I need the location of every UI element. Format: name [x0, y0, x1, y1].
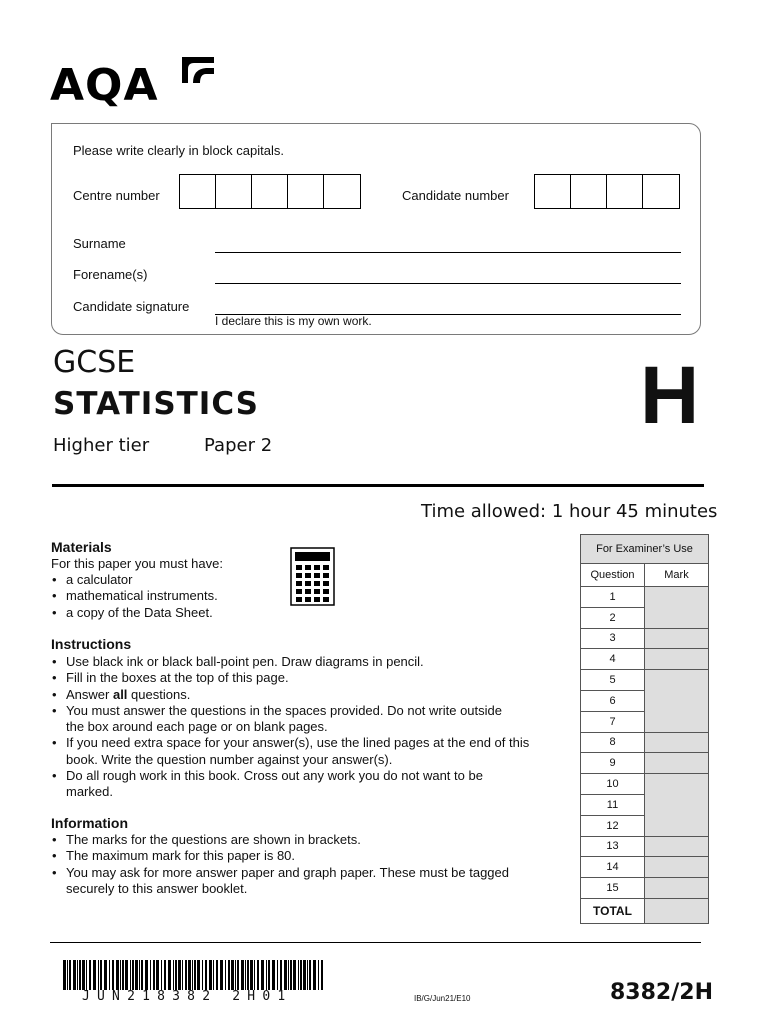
barcode-bar: [228, 960, 230, 990]
qualification-title: GCSE: [53, 345, 136, 380]
answer-all-pre: Answer: [66, 686, 113, 702]
forenames-field[interactable]: [215, 283, 681, 284]
barcode-bar: [313, 960, 316, 990]
barcode-bar: [235, 960, 236, 990]
barcode-bar: [161, 960, 162, 990]
barcode-bar: [98, 960, 99, 990]
materials-heading: Materials: [51, 539, 112, 555]
instructions-heading: Instructions: [51, 636, 132, 652]
mark-cell: [645, 670, 709, 732]
barcode-bar: [202, 960, 203, 990]
information-heading: Information: [51, 815, 128, 831]
question-number: 12: [581, 815, 645, 836]
barcode-bar: [318, 960, 319, 990]
barcode-bar: [182, 960, 183, 990]
logo-mark-icon: [180, 55, 216, 85]
barcode-bar: [213, 960, 214, 990]
barcode-bar: [125, 960, 128, 990]
centre-number-cell[interactable]: [252, 175, 288, 208]
centre-number-cell[interactable]: [288, 175, 324, 208]
barcode-bar: [164, 960, 166, 990]
aqa-logo: [50, 55, 220, 115]
information-list: [52, 832, 522, 897]
candidate-number-label: Candidate number: [402, 188, 509, 203]
mark-column-header: Mark: [645, 564, 709, 587]
barcode-bar: [220, 960, 223, 990]
question-number: 14: [581, 857, 645, 878]
barcode-bar: [63, 960, 66, 990]
question-number: 4: [581, 649, 645, 670]
tier-letter: H: [640, 350, 700, 441]
question-number: 11: [581, 794, 645, 815]
barcode-bar: [309, 960, 311, 990]
centre-number-cell[interactable]: [324, 175, 360, 208]
list-item: • The maximum mark for this paper is 80.: [52, 848, 522, 864]
barcode-bar: [93, 960, 96, 990]
candidate-details-box: [51, 123, 701, 335]
barcode-bar: [293, 960, 296, 990]
mark-cell: [645, 649, 709, 670]
barcode-bar: [122, 960, 124, 990]
barcode-bar: [307, 960, 308, 990]
mark-cell: [645, 732, 709, 753]
barcode-bar: [277, 960, 278, 990]
barcode-bar: [135, 960, 138, 990]
question-number: 10: [581, 774, 645, 795]
barcode-bar: [303, 960, 306, 990]
barcode-text: JUN218382 2H01: [82, 989, 293, 1004]
barcode-bar: [141, 960, 143, 990]
candidate-number-boxes[interactable]: [534, 174, 680, 209]
paper-code: 8382/2H: [610, 980, 713, 1005]
instructions-list: [52, 654, 562, 801]
barcode-bar: [194, 960, 196, 990]
barcode-bar: [175, 960, 177, 990]
block-capitals-instruction: Please write clearly in block capitals.: [73, 143, 284, 158]
barcode-bar: [266, 960, 267, 990]
barcode-bar: [130, 960, 131, 990]
barcode-bar: [216, 960, 218, 990]
examiner-use-table: [580, 534, 709, 924]
barcode-bar: [150, 960, 151, 990]
centre-number-cell[interactable]: [180, 175, 216, 208]
tier-label: Higher tier: [53, 435, 150, 456]
barcode-bar: [100, 960, 102, 990]
barcode-bar: [69, 960, 71, 990]
question-number: 2: [581, 607, 645, 628]
barcode-bar: [82, 960, 85, 990]
barcode-bar: [77, 960, 78, 990]
list-item: • You must answer the questions in the spaces provided. Do not write outside the box around each page or on blank pages.: [52, 703, 506, 736]
total-label: TOTAL: [581, 898, 645, 923]
barcode-bar: [178, 960, 181, 990]
barcode-bar: [132, 960, 134, 990]
barcode-bar: [116, 960, 119, 990]
list-item: • Fill in the boxes at the top of this page.: [52, 670, 562, 686]
barcode-bar: [86, 960, 87, 990]
paper-reference: IB/G/Jun21/E10: [414, 994, 471, 1003]
barcode-bar: [247, 960, 249, 990]
centre-number-label: Centre number: [73, 188, 160, 203]
question-number: 9: [581, 753, 645, 774]
signature-label: Candidate signature: [73, 299, 190, 314]
barcode-bar: [237, 960, 239, 990]
barcode-bar: [300, 960, 302, 990]
title-divider: [52, 484, 704, 487]
examiner-table-header: For Examiner’s Use: [581, 535, 709, 564]
paper-label: Paper 2: [204, 435, 273, 456]
list-item: • Use black ink or black ball-point pen. Draw diagrams in pencil.: [52, 654, 562, 670]
barcode-bar: [168, 960, 171, 990]
barcode-bar: [79, 960, 81, 990]
logo-text: AQA: [50, 60, 159, 111]
barcode-bar: [231, 960, 234, 990]
barcode-bar: [173, 960, 174, 990]
answer-all-bold: all: [112, 686, 128, 702]
barcode-bar: [257, 960, 259, 990]
barcode-bar: [250, 960, 253, 990]
mark-cell: [645, 587, 709, 629]
centre-number-cell[interactable]: [216, 175, 252, 208]
barcode-bar: [156, 960, 159, 990]
candidate-number-cell[interactable]: [535, 175, 571, 208]
surname-label: Surname: [73, 236, 126, 251]
candidate-number-cell[interactable]: [607, 175, 643, 208]
question-number: 3: [581, 628, 645, 649]
question-number: 8: [581, 732, 645, 753]
question-column-header: Question: [581, 564, 645, 587]
mark-cell: [645, 857, 709, 878]
mark-cell: [645, 878, 709, 899]
question-number: 6: [581, 690, 645, 711]
barcode-bar: [280, 960, 282, 990]
time-allowed: Time allowed: 1 hour 45 minutes: [421, 501, 718, 522]
barcode-bar: [205, 960, 207, 990]
barcode-bar: [67, 960, 68, 990]
list-item: • If you need extra space for your answer(s), use the lined pages at the end of this book. Write the question number against your answer(s).: [52, 735, 556, 768]
barcode-bar: [139, 960, 140, 990]
question-number: 5: [581, 670, 645, 691]
barcode-bar: [321, 960, 323, 990]
barcode-bar: [284, 960, 287, 990]
barcode: [63, 960, 325, 990]
mark-cell: [645, 753, 709, 774]
materials-list: [52, 572, 282, 621]
barcode-bar: [188, 960, 191, 990]
barcode-bar: [241, 960, 244, 990]
candidate-number-cell[interactable]: [571, 175, 607, 208]
declaration-text: I declare this is my own work.: [215, 314, 372, 328]
barcode-bar: [192, 960, 193, 990]
footer-divider: [50, 942, 701, 943]
answer-all-post: questions.: [127, 686, 191, 702]
total-mark-cell: [645, 898, 709, 923]
mark-cell: [645, 628, 709, 649]
question-number: 1: [581, 587, 645, 608]
barcode-bar: [298, 960, 299, 990]
list-item: • Do all rough work in this book. Cross out any work you do not want to be marked.: [52, 768, 496, 801]
barcode-bar: [112, 960, 114, 990]
list-item: • The marks for the questions are shown in brackets.: [52, 832, 522, 848]
barcode-bar: [89, 960, 91, 990]
list-item: • You may ask for more answer paper and graph paper. These must be tagged securely to this answer booklet.: [52, 865, 526, 898]
materials-intro: For this paper you must have:: [51, 556, 223, 571]
question-number: 13: [581, 836, 645, 857]
barcode-bar: [197, 960, 200, 990]
barcode-bar: [254, 960, 255, 990]
barcode-bar: [290, 960, 292, 990]
barcode-bar: [288, 960, 289, 990]
subject-title: STATISTICS: [53, 386, 259, 422]
barcode-bar: [225, 960, 226, 990]
question-number: 7: [581, 711, 645, 732]
barcode-bar: [209, 960, 212, 990]
barcode-bar: [185, 960, 187, 990]
barcode-bar: [73, 960, 76, 990]
question-number: 15: [581, 878, 645, 899]
candidate-number-cell[interactable]: [643, 175, 679, 208]
surname-field[interactable]: [215, 252, 681, 253]
centre-number-boxes[interactable]: [179, 174, 361, 209]
barcode-bar: [153, 960, 155, 990]
barcode-bar: [245, 960, 246, 990]
barcode-bar: [268, 960, 270, 990]
list-item: • mathematical instruments.: [52, 588, 282, 604]
forenames-label: Forename(s): [73, 267, 148, 282]
list-item: • a copy of the Data Sheet.: [52, 605, 282, 621]
mark-cell: [645, 836, 709, 857]
mark-cell: [645, 774, 709, 836]
calculator-icon: [290, 547, 336, 607]
list-item: [52, 687, 562, 703]
barcode-bar: [145, 960, 148, 990]
barcode-bar: [104, 960, 107, 990]
barcode-bar: [120, 960, 121, 990]
barcode-bar: [109, 960, 110, 990]
barcode-bar: [261, 960, 264, 990]
list-item: • a calculator: [52, 572, 282, 588]
barcode-bar: [272, 960, 275, 990]
